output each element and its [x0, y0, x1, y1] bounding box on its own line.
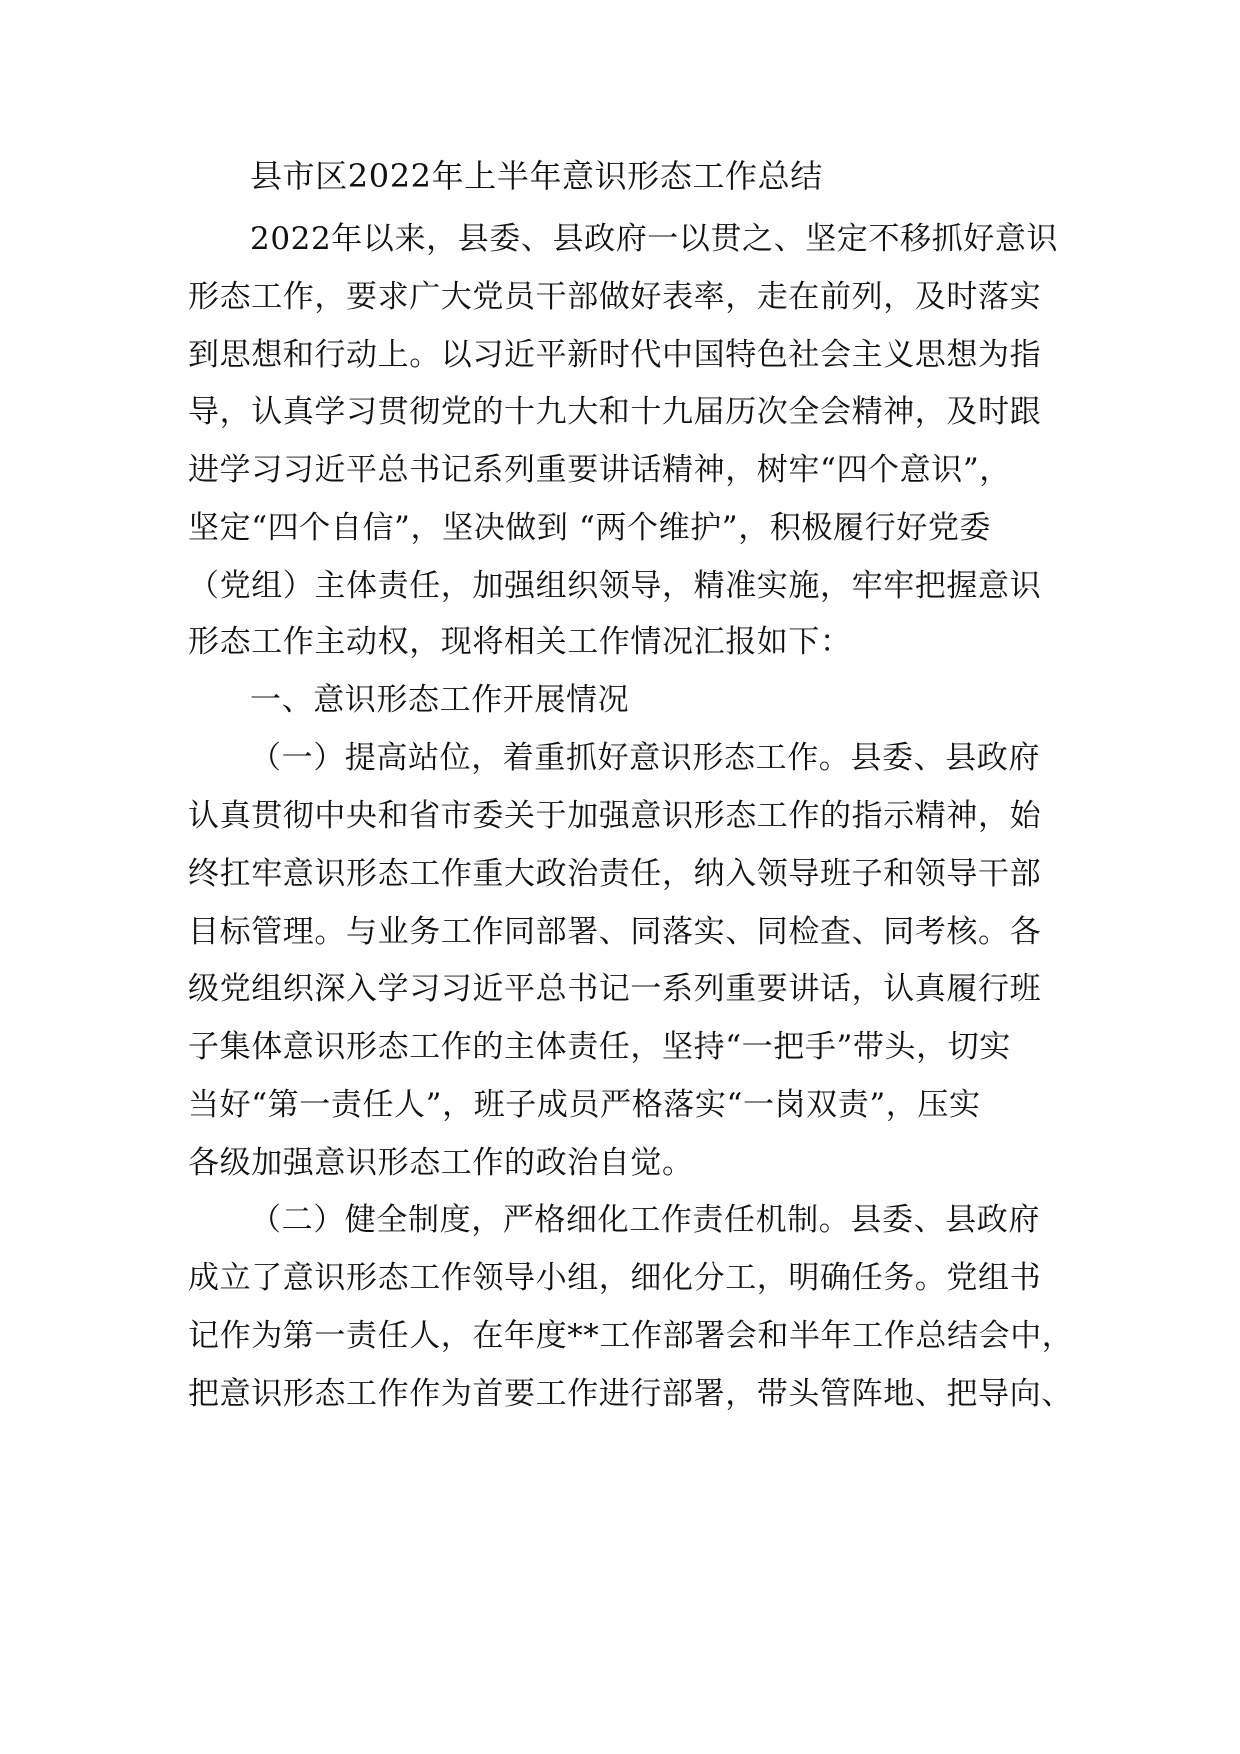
document-title: 县市区2022年上半年意识形态工作总结 [250, 157, 823, 195]
body-line: 导，认真学习贯彻党的十九大和十九届历次全会精神，及时跟 [188, 394, 1042, 430]
body-line: 终扛牢意识形态工作重大政治责任，纳入领导班子和领导干部 [188, 856, 1042, 892]
body-line: （二）健全制度，严格细化工作责任机制。县委、县政府 [250, 1202, 1040, 1238]
body-line: 形态工作主动权，现将相关工作情况汇报如下： [188, 624, 852, 660]
body-line: 成立了意识形态工作领导小组，细化分工，明确任务。党组书 [188, 1260, 1042, 1296]
body-line: （一）提高站位，着重抓好意识形态工作。县委、县政府 [250, 740, 1040, 776]
body-line: 记作为第一责任人，在年度**工作部署会和半年工作总结会中， [188, 1318, 1074, 1354]
body-line: 认真贯彻中央和省市委关于加强意识形态工作的指示精神，始 [188, 798, 1042, 834]
body-line: 当好“第一责任人”，班子成员严格落实“一岗双责”，压实 [188, 1087, 981, 1123]
body-line: 把意识形态工作作为首要工作进行部署，带头管阵地、把导向、 [188, 1376, 1073, 1412]
body-line: 目标管理。与业务工作同部署、同落实、同检查、同考核。各 [188, 914, 1042, 950]
body-line: （党组）主体责任，加强组织领导，精准实施，牢牢把握意识 [188, 568, 1042, 604]
body-line: 进学习习近平总书记系列重要讲话精神，树牢“四个意识”， [188, 452, 1011, 488]
body-line: 子集体意识形态工作的主体责任，坚持“一把手”带头，切实 [188, 1029, 1011, 1065]
section-heading: 一、意识形态工作开展情况 [250, 682, 630, 718]
body-line: 各级加强意识形态工作的政治自觉。 [188, 1145, 694, 1181]
body-line: 级党组织深入学习习近平总书记一系列重要讲话，认真履行班 [188, 971, 1042, 1007]
body-line: 到思想和行动上。以习近平新时代中国特色社会主义思想为指 [188, 337, 1042, 373]
body-line: 坚定“四个自信”，坚决做到 “两个维护”，积极履行好党委 [188, 510, 992, 546]
body-line: 形态工作，要求广大党员干部做好表率，走在前列，及时落实 [188, 279, 1042, 315]
body-line: 2022年以来，县委、县政府一以贯之、坚定不移抓好意识 [250, 221, 1059, 257]
